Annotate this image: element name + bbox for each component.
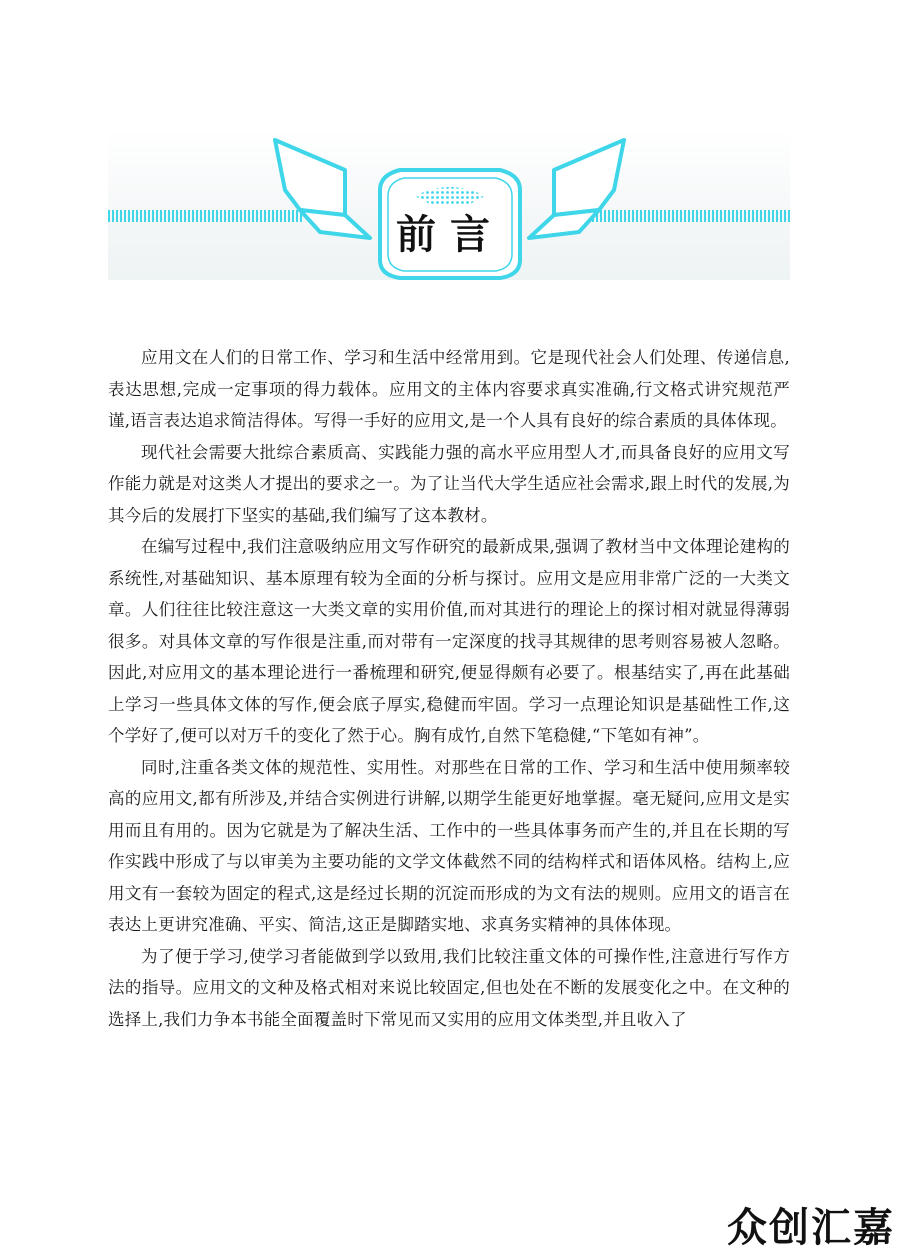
left-ribbon — [275, 140, 370, 238]
paragraph: 应用文在人们的日常工作、学习和生活中经常用到。它是现代社会人们处理、传递信息,表达思想,完成一定事项的得力载体。应用文的主体内容要求真实准确,行文格式讲究规范严谨,语言表达追求简洁得体。写得一手好的应用文,是一个人具有良好的综合素质的具体体现。 — [108, 348, 790, 430]
watermark-logo: 众创汇嘉 — [727, 1205, 895, 1251]
paragraph: 同时,注重各类文体的规范性、实用性。对那些在日常的工作、学习和生活中使用频率较高的应用文,都有所涉及,并结合实例进行讲解,以期学生能更好地掌握。毫无疑问,应用文是实用而且有用的。因为它就是为了解决生活、工作中的一些具体事务而产生的,并且在长期的写作实践中形成了与以审美为主要功能的文学文体截然不同的结构样式和语体风格。结构上,应用文有一套较为固定的程式,这是经过长期的沉淀而形成的为文有法的规则。应用文的语言在表达上更讲究准确、平实、简洁,这正是脚踏实地、求真务实精神的具体体现。 — [108, 757, 790, 934]
paragraph: 为了便于学习,使学习者能做到学以致用,我们比较注重文体的可操作性,注意进行写作方法的指导。应用文的文种及格式相对来说比较固定,但也处在不断的发展变化之中。在文种的选择上,我们力争本书能全面覆盖时下常见而又实用的应用文体类型,并且收入了 — [108, 946, 790, 1029]
page-title: 前言 — [396, 211, 504, 258]
paragraph: 在编写过程中,我们注意吸纳应用文写作研究的最新成果,强调了教材当中文体理论建构的系统性,对基础知识、基本原理有较为全面的分析与探讨。应用文是应用非常广泛的一大类文章。人们往往比较注意这一大类文章的实用价值,而对其进行的理论上的探讨相对就显得薄弱很多。对具体文章的写作很是注重,而对带有一定深度的找寻其规律的思考则容易被人忽略。因此,对应用文的基本理论进行一番梳理和研究,便显得颇有必要了。根基结实了,再在此基础上学习一些具体文体的写作,便会底子厚实,稳健而牢固。学习一点理论知识是基础性工作,这个学好了,便可以对万千的变化了然于心。胸有成竹,自然下笔稳健,“下笔如有神”。 — [108, 537, 790, 745]
right-ribbon — [529, 140, 624, 238]
preface-body — [108, 342, 790, 1035]
left-striped-rule — [108, 210, 304, 222]
paragraph: 现代社会需要大批综合素质高、实践能力强的高水平应用型人才,而具备良好的应用文写作能力就是对这类人才提出的要求之一。为了让当代大学生适应社会需求,跟上时代的发展,为其今后的发展打下坚实的基础,我们编写了这本教材。 — [108, 442, 790, 525]
right-striped-rule — [592, 210, 790, 222]
